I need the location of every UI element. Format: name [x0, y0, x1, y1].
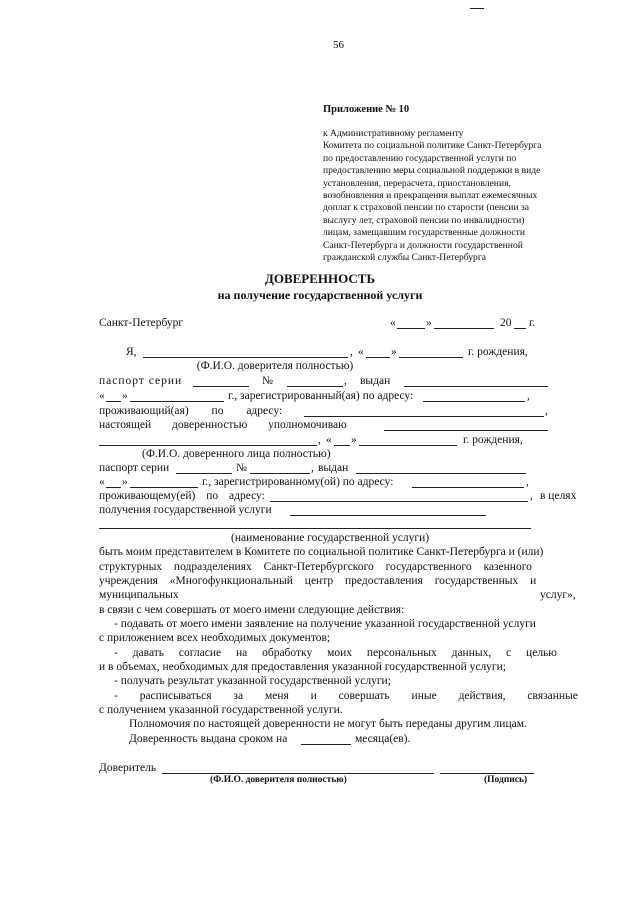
signature-line: [440, 773, 534, 774]
appendix-line: лицам, замещавшим государственные должности: [323, 227, 525, 239]
appendix-line: Санкт-Петербурга и должности государственной: [323, 239, 523, 251]
date-month-line: [434, 328, 494, 329]
receiving-label: получения государственной услуги: [99, 504, 272, 516]
agent-name-line-2: [99, 445, 317, 446]
bullet3: - получать результат указанной государственной услуги;: [114, 675, 391, 687]
issued2-label: выдан: [318, 462, 349, 474]
comma: ,: [344, 375, 347, 387]
in-purposes-label: в целях: [540, 490, 577, 502]
issue-month-line: [130, 401, 224, 402]
appendix-line: гражданской службы Санкт-Петербурга: [323, 252, 487, 264]
bullet4-line2: с получением указанной государственной услуги.: [99, 704, 343, 716]
page-number: 56: [333, 39, 344, 51]
bullet4-line1: - расписываться за меня и совершать иные действия, связанные: [114, 690, 578, 702]
fio-principal-note: (Ф.И.О. доверителя полностью): [196, 360, 354, 372]
para1-line1: быть моим представителем в Комитете по социальной политике Санкт-Петербурга и (или): [99, 546, 544, 558]
comma: ,: [530, 490, 533, 502]
agent-birth-month-line: [359, 445, 457, 446]
q-open: «: [99, 476, 105, 488]
passport-number-line: [287, 386, 343, 387]
passport-number-label: №: [262, 375, 273, 387]
sig-fio-note: (Ф.И.О. доверителя полностью): [210, 775, 347, 785]
document-title: ДОВЕРЕННОСТЬ: [264, 271, 376, 286]
date-year-prefix: 20: [500, 317, 512, 329]
issued2-line: [356, 473, 526, 474]
passport2-number-label: №: [236, 462, 247, 474]
term-unit: месяца(ев).: [355, 733, 411, 745]
q-close: »: [351, 434, 357, 446]
comma: ,: [350, 346, 353, 358]
para1-line3: учреждения «Многофункциональный центр предоставления государственных и: [99, 575, 537, 587]
registered-label: г., зарегистрированный(ая) по адресу:: [228, 390, 414, 402]
top-dash: [470, 8, 484, 9]
term-label: Доверенность выдана сроком на: [129, 733, 288, 745]
para1-line2: структурных подразделениях Санкт-Петербургского государственного казенного: [99, 561, 532, 573]
birth-day-line: [366, 357, 390, 358]
document-subtitle: на получение государственной услуги: [217, 288, 423, 302]
appendix-line: установления, перерасчета, приостановления,: [323, 177, 511, 189]
service-note: (наименование государственной услуги): [231, 532, 430, 544]
bullet1-line2: с приложением всех необходимых документов;: [99, 632, 331, 644]
principal-fio-line: [162, 773, 434, 774]
residing-label: проживающий(ая) по адресу:: [99, 405, 283, 417]
appendix-line: Комитета по социальной политике Санкт-Петербурга: [323, 140, 542, 152]
para1-line4b: услуг»,: [540, 589, 576, 601]
bullet2-line2: и в объемах, необходимых для предоставления указанной государственной услуги;: [99, 661, 507, 673]
appendix-title: Приложение № 10: [323, 104, 410, 115]
powers-text: Полномочия по настоящей доверенности не могут быть переданы другим лицам.: [129, 718, 527, 730]
q-close: »: [391, 346, 397, 358]
issued-label: выдан: [360, 375, 391, 387]
bullet2-line1: - давать согласие на обработку моих персональных данных, с целью: [114, 647, 557, 659]
issued-line: [404, 386, 548, 387]
sig-note: (Подпись): [484, 775, 528, 785]
issue2-month-line: [130, 487, 198, 488]
comma: ,: [527, 390, 530, 402]
passport2-series-label: паспорт серии: [99, 462, 170, 474]
service-name-line: [99, 528, 531, 529]
appendix-text: [323, 128, 541, 264]
date-year-line: [514, 328, 526, 329]
comma: ,: [318, 434, 321, 446]
passport2-series-line: [176, 473, 232, 474]
passport-series-line: [193, 386, 249, 387]
date-year-suffix: г.: [529, 317, 536, 329]
birth-label: г. рождения,: [468, 346, 528, 358]
passport-series-label: паспорт серии: [99, 375, 183, 387]
principal-name-line: [143, 357, 348, 358]
para1-line4a: муниципальных: [99, 589, 179, 601]
q-close: »: [122, 390, 128, 402]
q-open: «: [99, 390, 105, 402]
principal-label: Доверитель: [99, 762, 157, 774]
fio-agent-note: (Ф.И.О. доверенного лица полностью): [142, 448, 331, 460]
date-day-line: [397, 328, 425, 329]
appendix-line: по предоставлению государственной услуги по: [323, 152, 517, 164]
registered2-label: г., зарегистрированному(ой) по адресу:: [202, 476, 394, 488]
residing2-label: проживающему(ей) по адресу:: [99, 490, 265, 502]
issue-day-line: [106, 401, 121, 402]
registered-address-line: [423, 401, 525, 402]
registered2-address-line: [412, 487, 524, 488]
appendix-line: выслугу лет, страховой пенсии по инвалидности): [323, 214, 525, 226]
date-quote-close: »: [426, 317, 432, 329]
date-quote-open: «: [390, 317, 396, 329]
appendix-line: доплат к страховой пенсии по старости (пенсии за: [323, 202, 530, 214]
q-close: »: [122, 476, 128, 488]
city: Санкт-Петербург: [99, 317, 184, 329]
appendix-line: к Административному регламенту: [323, 128, 464, 139]
agent-name-line-1: [384, 430, 548, 431]
residing-address-line: [304, 416, 544, 417]
comma: ,: [526, 476, 529, 488]
para1-line5: в связи с чем совершать от моего имени следующие действия:: [99, 604, 405, 616]
bullet1-line1: - подавать от моего имени заявление на получение указанной государственной услуги: [114, 618, 536, 630]
appendix-line: возобновления и прекращения выплат ежемесячных: [323, 190, 538, 202]
birth-month-line: [399, 357, 463, 358]
agent-birth-day-line: [334, 445, 350, 446]
authorize-label: настоящей доверенностью уполномочиваю: [99, 419, 347, 431]
comma: ,: [545, 405, 548, 417]
ya-label: Я,: [126, 346, 137, 358]
q-open: «: [326, 434, 332, 446]
receiving-line: [290, 515, 486, 516]
appendix-line: предоставлению меры социальной поддержки в виде: [323, 165, 541, 177]
residing2-address-line: [270, 501, 528, 502]
issue2-day-line: [106, 487, 121, 488]
para1-line2-row: [99, 560, 580, 574]
term-line: [301, 744, 351, 745]
comma: ,: [311, 462, 314, 474]
passport2-number-line: [250, 473, 310, 474]
q-open: «: [358, 346, 364, 358]
agent-birth-label: г. рождения,: [463, 434, 523, 446]
